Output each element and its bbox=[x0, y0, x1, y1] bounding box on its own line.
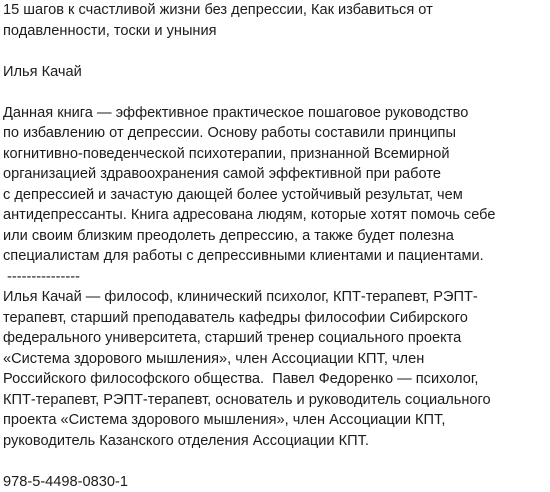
description-line: КПТ-терапевт, РЭПТ-терапевт, основатель и руководитель социального bbox=[3, 390, 547, 411]
description-line: по избавлению от депрессии. Основу работы составили принципы bbox=[3, 123, 547, 144]
author-name: Илья Качай bbox=[3, 62, 547, 83]
description-line: организацией здравоохранения самой эффективной при работе bbox=[3, 164, 547, 185]
separator-line: --------------- bbox=[3, 267, 547, 288]
book-title-line: подавленности, тоски и уныния bbox=[3, 21, 547, 42]
description-line: Данная книга — эффективное практическое пошаговое руководство bbox=[3, 103, 547, 124]
description-line: проекта «Система здорового мышления», член Ассоциации КПТ, bbox=[3, 410, 547, 431]
description-line: с депрессией и зачастую дающей более устойчивый результат, чем bbox=[3, 185, 547, 206]
description-line: когнитивно-поведенческой психотерапии, признанной Всемирной bbox=[3, 144, 547, 165]
spacer bbox=[3, 451, 547, 472]
book-title-line: 15 шагов к счастливой жизни без депрессии, Как избавиться от bbox=[3, 0, 547, 21]
description-line: специалистам для работы с депрессивными клиентами и пациентами. bbox=[3, 246, 547, 267]
description-line: или своим близким преодолеть депрессию, а также будет полезна bbox=[3, 226, 547, 247]
book-description bbox=[3, 103, 547, 452]
spacer bbox=[3, 41, 547, 62]
description-line: Илья Качай — философ, клинический психолог, КПТ-терапевт, РЭПТ- bbox=[3, 287, 547, 308]
description-line: руководитель Казанского отделения Ассоциации КПТ. bbox=[3, 431, 547, 452]
description-line: антидепрессанты. Книга адресована людям, которые хотят помочь себе bbox=[3, 205, 547, 226]
book-title bbox=[3, 0, 547, 41]
description-line: «Система здорового мышления», член Ассоциации КПТ, член bbox=[3, 349, 547, 370]
description-line: терапевт, старший преподаватель кафедры философии Сибирского bbox=[3, 308, 547, 329]
isbn: 978-5-4498-0830-1 bbox=[3, 472, 547, 492]
document bbox=[3, 0, 547, 492]
spacer bbox=[3, 82, 547, 103]
description-line: федерального университета, старший тренер социального проекта bbox=[3, 328, 547, 349]
description-line: Российского философского общества. Павел Федоренко — психолог, bbox=[3, 369, 547, 390]
